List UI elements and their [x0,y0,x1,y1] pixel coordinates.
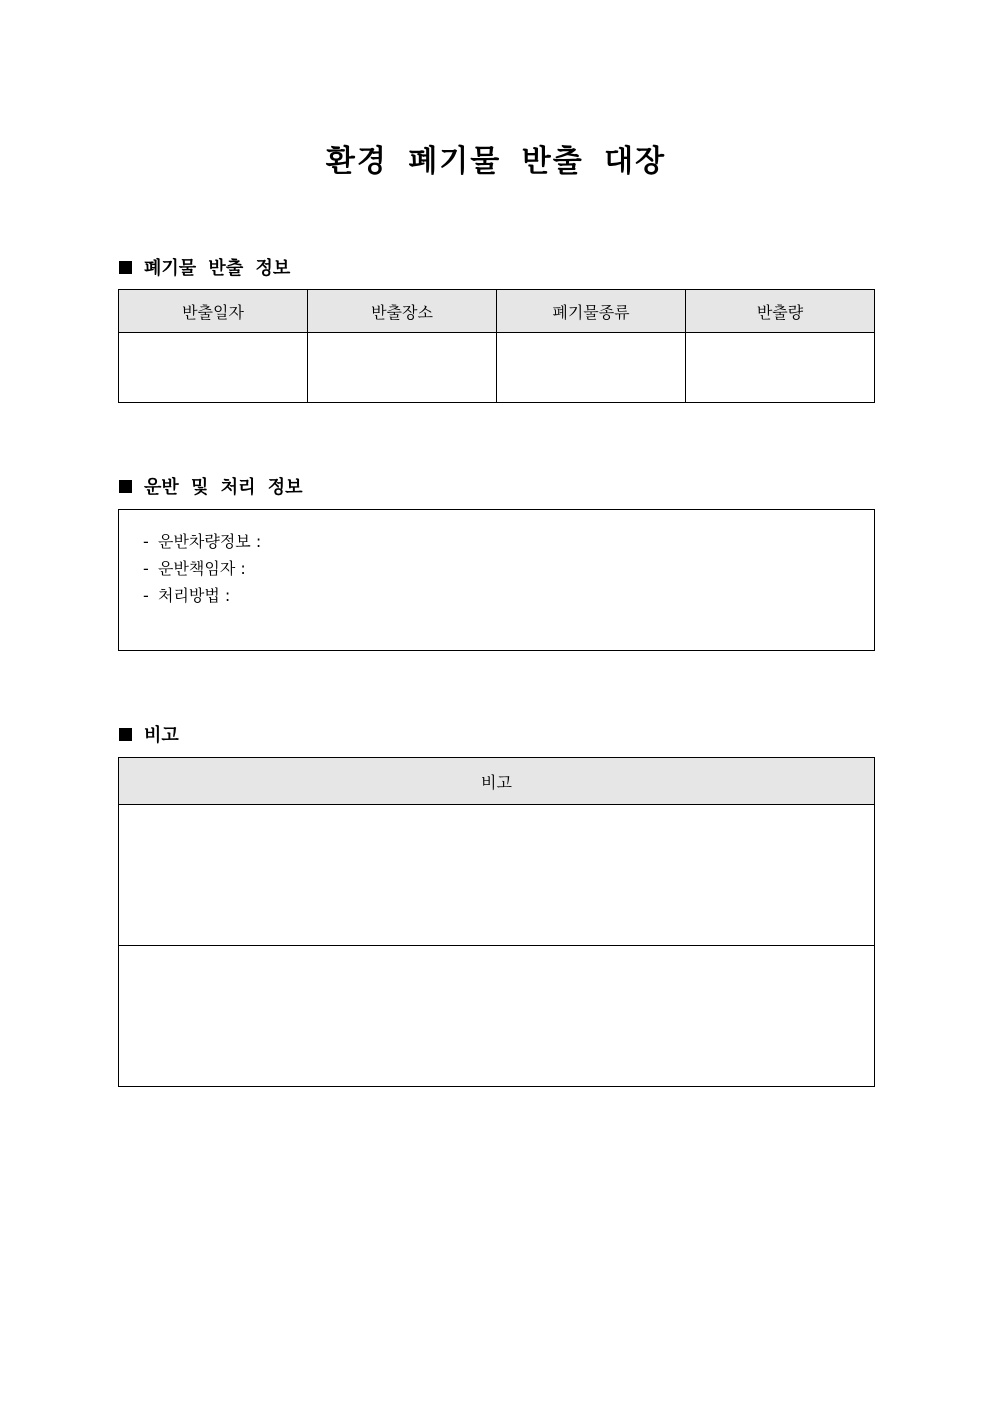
square-bullet-icon [119,728,132,741]
section-heading-waste-label: 폐기물 반출 정보 [144,258,291,279]
remarks-table [118,757,875,1087]
column-header-waste-type: 폐기물종류 [497,290,686,333]
column-header-export-date: 반출일자 [119,290,308,333]
section-heading-transport-label: 운반 및 처리 정보 [144,477,303,498]
column-header-remarks: 비고 [119,758,875,805]
waste-export-table [118,289,875,403]
table-header-row [119,758,875,805]
table-row [119,946,875,1087]
section-heading-waste [119,254,290,280]
transport-info-box [118,509,875,651]
column-header-export-location: 반출장소 [308,290,497,333]
cell-remarks-1[interactable] [119,805,875,946]
section-heading-remarks-label: 비고 [144,725,179,746]
square-bullet-icon [119,480,132,493]
section-heading-remarks [119,721,179,747]
table-header-row [119,290,875,333]
square-bullet-icon [119,261,132,274]
transport-info-list [119,510,874,609]
list-item-transport-manager[interactable]: - 운반책임자 : [143,555,874,582]
cell-export-location[interactable] [308,333,497,403]
table-row [119,333,875,403]
list-item-vehicle-info[interactable]: - 운반차량정보 : [143,528,874,555]
cell-export-amount[interactable] [686,333,875,403]
cell-remarks-2[interactable] [119,946,875,1087]
cell-waste-type[interactable] [497,333,686,403]
cell-export-date[interactable] [119,333,308,403]
section-heading-transport [119,473,303,499]
page-title: 환경 폐기물 반출 대장 [325,144,667,179]
table-row [119,805,875,946]
column-header-export-amount: 반출량 [686,290,875,333]
list-item-processing-method[interactable]: - 처리방법 : [143,582,874,609]
